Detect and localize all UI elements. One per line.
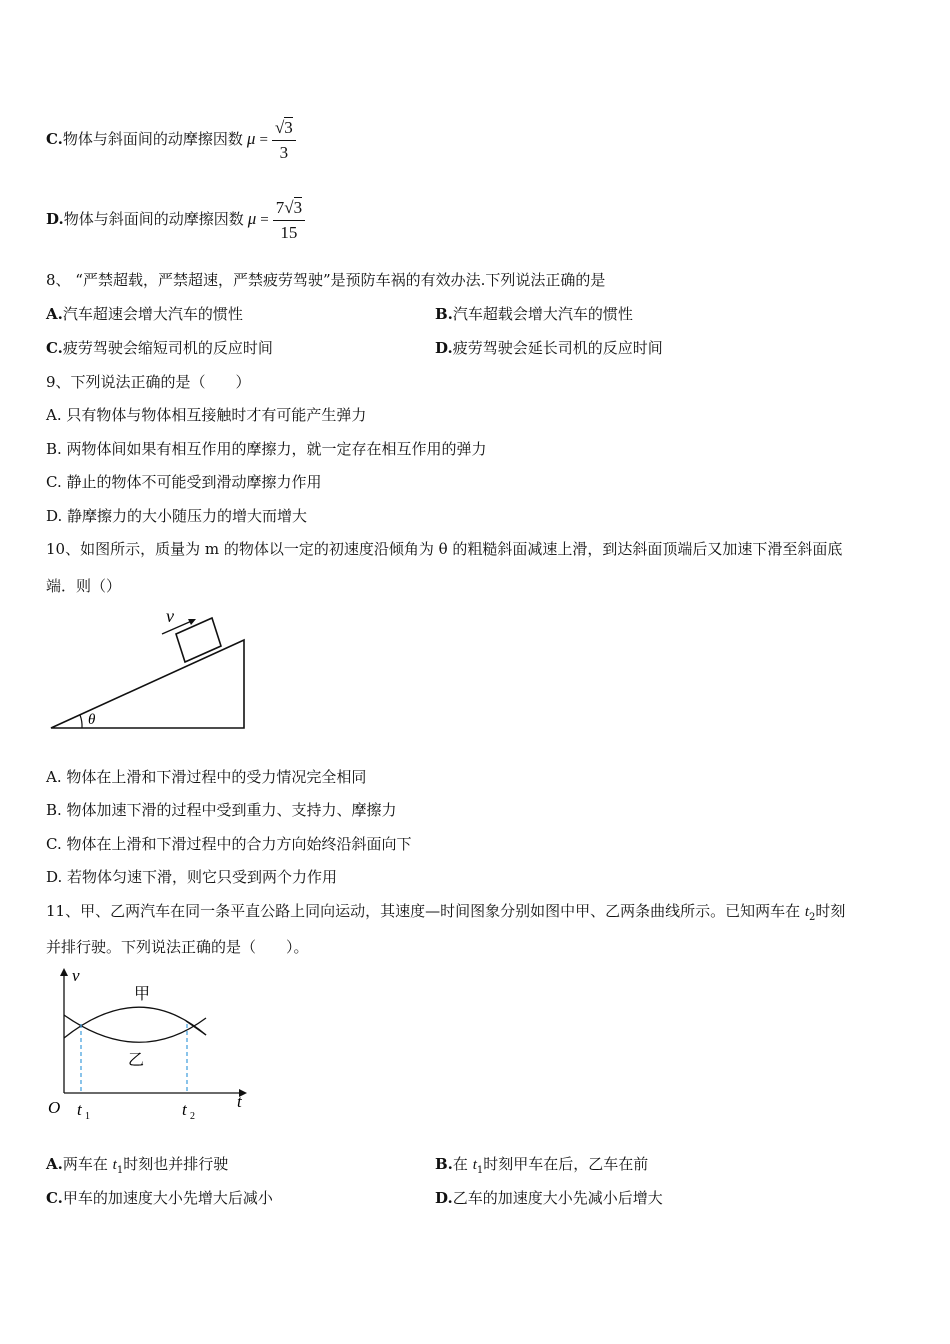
- option-text: 时刻甲车在后，乙车在前: [483, 1155, 649, 1173]
- fraction-sqrt3-over-3: $\frac{√3}{3}$: [272, 116, 296, 165]
- origin-label: O: [48, 1098, 61, 1117]
- curve-jia-end: [186, 1021, 206, 1035]
- option-label: D.: [46, 210, 64, 228]
- option-label: C.: [46, 130, 63, 148]
- t1-label: t: [77, 1100, 82, 1119]
- numerator-coefficient: 7: [275, 197, 285, 217]
- numerator-radicand: 3: [293, 197, 303, 217]
- q7-option-d: [46, 192, 305, 247]
- curve-yi: [64, 1015, 206, 1042]
- option-text: 乙车的加速度大小先减小后增大: [452, 1189, 663, 1207]
- denominator: 15: [280, 222, 298, 242]
- q10-option-b: B. 物体加速下滑的过程中受到重力、支持力、摩擦力: [46, 801, 397, 819]
- option-text: 疲劳驾驶会延长司机的反应时间: [452, 339, 663, 357]
- q8-option-d: [435, 338, 663, 358]
- q11-option-c: [46, 1188, 273, 1208]
- equals-sign: =: [259, 132, 268, 148]
- v-axis-label: v: [72, 966, 80, 985]
- q11-option-a: [46, 1154, 228, 1181]
- option-label: D.: [435, 1189, 453, 1207]
- q9-option-a: A. 只有物体与物体相互接触时才有可能产生弹力: [46, 406, 367, 424]
- q10-option-a: A. 物体在上滑和下滑过程中的受力情况完全相同: [46, 768, 367, 786]
- option-label: D.: [435, 339, 453, 357]
- t-subscript: 1: [476, 1165, 484, 1176]
- mu-symbol: μ: [246, 129, 256, 148]
- t-symbol: t: [472, 1157, 477, 1173]
- option-text: 疲劳驾驶会缩短司机的反应时间: [62, 339, 273, 357]
- stem-text: 11、甲、乙两汽车在同一条平直公路上同向运动，其速度—时间图象分别如图中甲、乙两条曲线所示。已知两车在: [46, 902, 805, 920]
- q9-option-c: C. 静止的物体不可能受到滑动摩擦力作用: [46, 473, 322, 491]
- t2-subscript: 2: [190, 1111, 195, 1122]
- t-symbol: t: [804, 904, 810, 920]
- q11-stem-line2: 并排行驶。下列说法正确的是（ ）。: [46, 938, 309, 956]
- option-label: A.: [46, 305, 63, 323]
- option-text: 汽车超速会增大汽车的惯性: [62, 305, 243, 323]
- fraction-7sqrt3-over-15: $\frac{7√3}{15}$: [273, 196, 305, 245]
- t2-label: t: [182, 1100, 187, 1119]
- option-label: B.: [435, 305, 453, 323]
- t1-subscript: 1: [85, 1111, 90, 1122]
- q9-option-d: D. 静摩擦力的大小随压力的增大而增大: [46, 507, 308, 525]
- curve-jia: [64, 1007, 206, 1038]
- option-text: 物体与斜面间的动摩擦因数: [62, 130, 243, 148]
- incline-triangle: [51, 640, 244, 728]
- equals-sign: =: [260, 212, 269, 228]
- vt-graph: [44, 963, 254, 1123]
- incline-figure: [46, 600, 256, 735]
- option-label: C.: [46, 339, 63, 357]
- stem-text: 时刻: [815, 902, 846, 920]
- t-axis-label: t: [237, 1092, 242, 1111]
- denominator: 3: [279, 142, 289, 162]
- velocity-label: v: [166, 606, 174, 626]
- angle-arc: [80, 715, 82, 728]
- option-text: 时刻也并排行驶: [123, 1155, 229, 1173]
- q9-option-b: B. 两物体间如果有相互作用的摩擦力，就一定存在相互作用的弹力: [46, 440, 487, 458]
- q10-option-c: C. 物体在上滑和下滑过程中的合力方向始终沿斜面向下: [46, 835, 412, 853]
- option-label: B.: [435, 1155, 453, 1173]
- v-axis-arrow: [60, 968, 68, 976]
- q11-stem-line1: [46, 901, 845, 928]
- q8-option-a: [46, 304, 243, 324]
- option-text: 物体与斜面间的动摩擦因数: [63, 210, 244, 228]
- q7-option-c: [46, 112, 296, 167]
- numerator-radicand: 3: [284, 117, 293, 137]
- q8-option-b: [435, 304, 633, 324]
- q10-option-d: D. 若物体匀速下滑，则它只受到两个力作用: [46, 868, 338, 886]
- option-text: 在: [452, 1155, 473, 1173]
- option-text: 两车在: [62, 1155, 113, 1173]
- option-label: A.: [46, 1155, 63, 1173]
- q10-stem-line2: 端．则（）: [46, 577, 122, 595]
- q10-stem-line1: 10、如图所示，质量为 m 的物体以一定的初速度沿倾角为 θ 的粗糙斜面减速上滑，到达斜面顶端后又加速下滑至斜面底: [46, 540, 843, 558]
- t-subscript: 2: [809, 912, 816, 923]
- q11-option-d: [435, 1188, 663, 1208]
- option-text: 甲车的加速度大小先增大后减小: [62, 1189, 273, 1207]
- option-label: C.: [46, 1189, 63, 1207]
- q11-option-b: [435, 1154, 648, 1181]
- t-symbol: t: [112, 1157, 117, 1173]
- q8-option-c: [46, 338, 273, 358]
- mu-symbol: μ: [247, 209, 257, 228]
- jia-label: 甲: [134, 986, 151, 1003]
- t-subscript: 1: [116, 1165, 124, 1176]
- option-text: 汽车超载会增大汽车的惯性: [452, 305, 633, 323]
- q8-stem: 8、 “严禁超载，严禁超速，严禁疲劳驾驶”是预防车祸的有效办法.下列说法正确的是: [46, 271, 606, 289]
- theta-label: θ: [88, 712, 96, 728]
- q9-stem: 9、下列说法正确的是（ ）: [46, 373, 251, 391]
- yi-label: 乙: [128, 1052, 145, 1069]
